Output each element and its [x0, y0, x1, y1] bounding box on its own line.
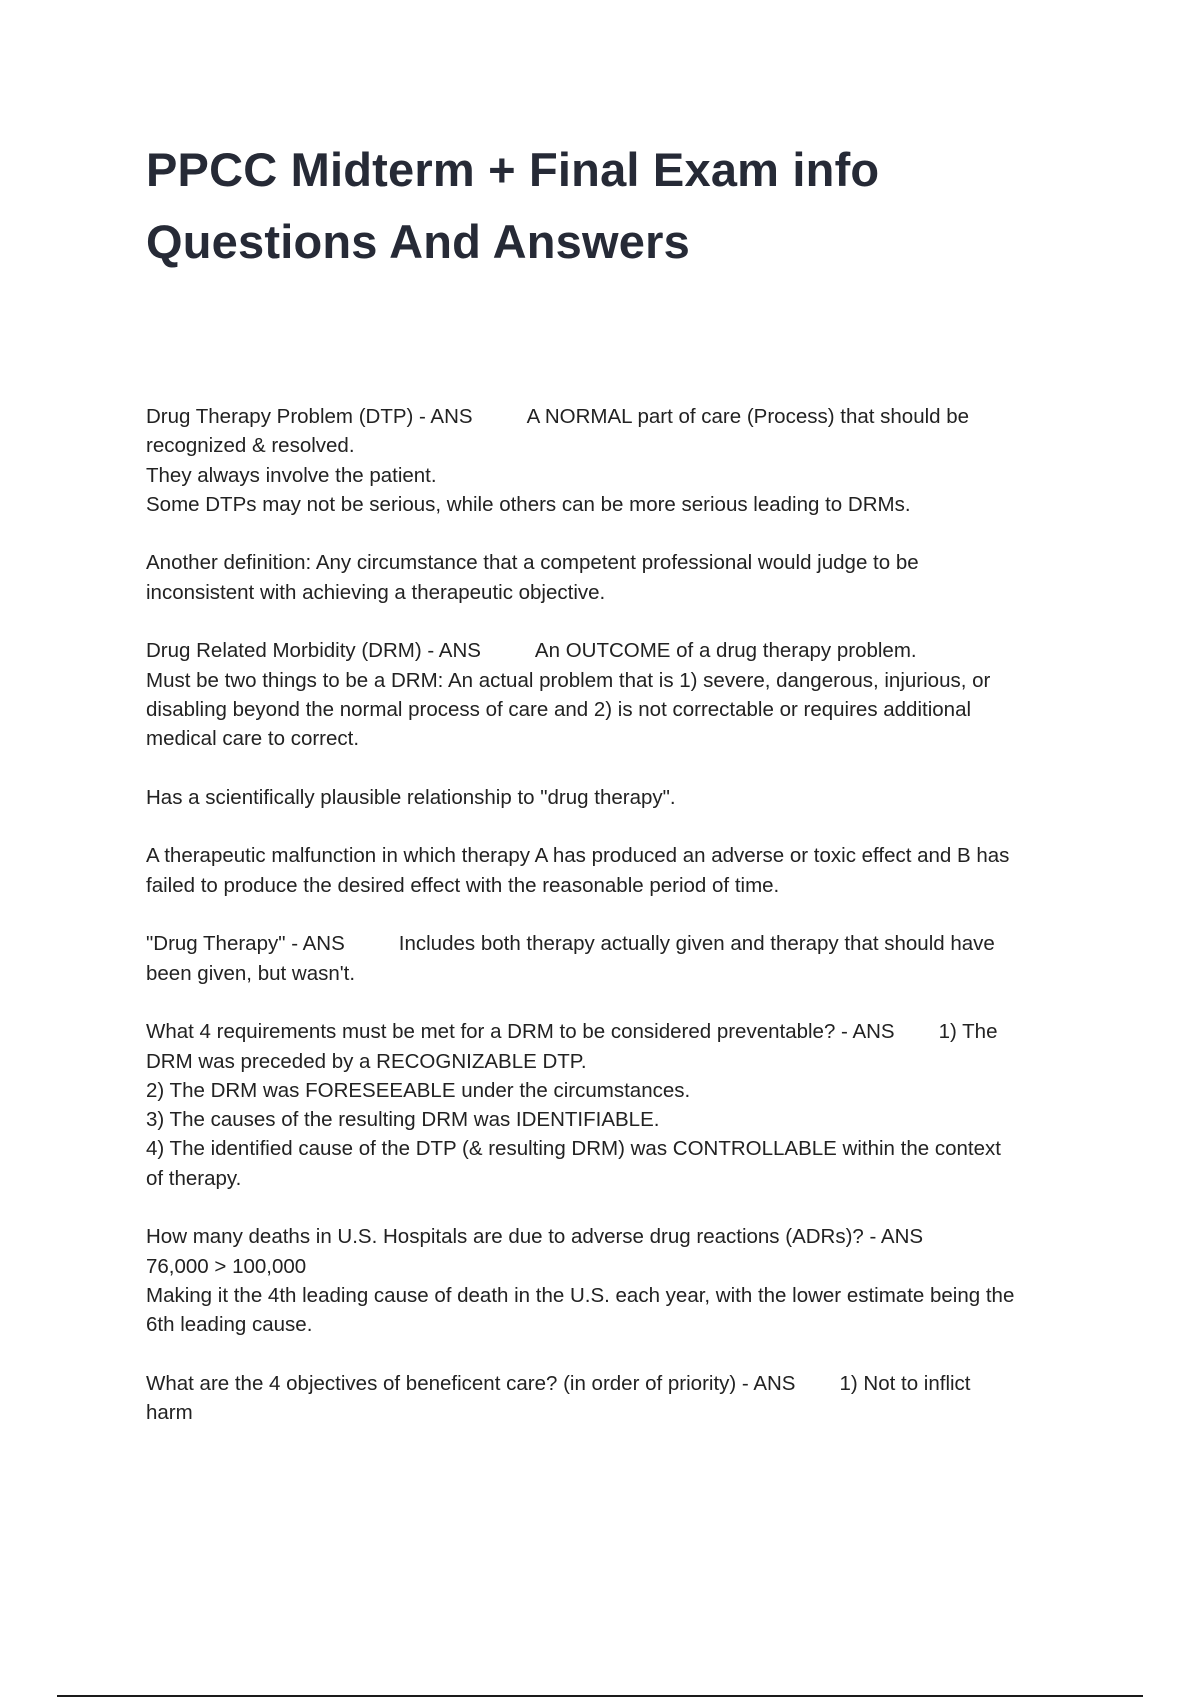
qa-answer: Includes both therapy actually given and therapy that should have — [398, 932, 995, 956]
qa-line: Must be two things to be a DRM: An actual problem that is 1) severe, dangerous, injurious, or — [146, 668, 991, 692]
qa-line: disabling beyond the normal process of care and 2) is not correctable or requires additional — [146, 697, 972, 721]
qa-line: inconsistent with achieving a therapeutic objective. — [146, 580, 606, 604]
qa-item-drm — [146, 636, 1096, 753]
qa-item-deaths — [146, 1222, 1096, 1339]
qa-answer: An OUTCOME of a drug therapy problem. — [534, 639, 917, 663]
qa-line — [146, 929, 1096, 958]
qa-line: 76,000 > 100,000 — [146, 1254, 307, 1278]
qa-line: Has a scientifically plausible relationship to "drug therapy". — [146, 785, 676, 809]
page-title-line-2: Questions And Answers — [146, 215, 690, 268]
qa-line: failed to produce the desired effect with the reasonable period of time. — [146, 873, 780, 897]
footer-divider — [57, 1695, 1143, 1697]
qa-line: of therapy. — [146, 1166, 242, 1190]
qa-line: been given, but wasn't. — [146, 961, 356, 985]
qa-line — [146, 1017, 1096, 1046]
qa-line: 6th leading cause. — [146, 1313, 313, 1337]
qa-line: medical care to correct. — [146, 727, 360, 751]
qa-content — [146, 402, 1096, 1457]
qa-item-beneficent — [146, 1369, 1096, 1428]
qa-answer: 1) The — [938, 1020, 998, 1044]
qa-item-drug-therapy — [146, 929, 1096, 988]
qa-line: DRM was preceded by a RECOGNIZABLE DTP. — [146, 1049, 587, 1073]
qa-line — [146, 636, 1096, 665]
page-title-line-1: PPCC Midterm + Final Exam info — [146, 143, 880, 196]
qa-line: harm — [146, 1401, 193, 1425]
qa-line: They always involve the patient. — [146, 463, 437, 487]
qa-question: What are the 4 objectives of beneficent care? (in order of priority) - ANS — [146, 1371, 796, 1395]
qa-item-preventable — [146, 1017, 1096, 1193]
page-title — [146, 134, 1046, 278]
qa-item-drm-note-2 — [146, 841, 1096, 900]
qa-line: Some DTPs may not be serious, while others can be more serious leading to DRMs. — [146, 492, 911, 516]
qa-answer: 1) Not to inflict — [839, 1371, 971, 1395]
qa-line: A therapeutic malfunction in which therapy A has produced an adverse or toxic effect and B has — [146, 844, 1010, 868]
qa-line: How many deaths in U.S. Hospitals are due to adverse drug reactions (ADRs)? - ANS — [146, 1225, 924, 1249]
qa-answer: A NORMAL part of care (Process) that should be — [526, 405, 970, 428]
qa-item-dtp-alt — [146, 548, 1096, 607]
qa-line — [146, 1369, 1096, 1398]
qa-line: 4) The identified cause of the DTP (& resulting DRM) was CONTROLLABLE within the context — [146, 1137, 1001, 1161]
qa-line: 2) The DRM was FORESEEABLE under the circumstances. — [146, 1078, 691, 1102]
qa-question: Drug Therapy Problem (DTP) - ANS — [146, 405, 473, 428]
qa-question: Drug Related Morbidity (DRM) - ANS — [146, 639, 481, 663]
qa-line: Making it the 4th leading cause of death in the U.S. each year, with the lower estimate being the — [146, 1283, 1015, 1307]
qa-question: What 4 requirements must be met for a DRM to be considered preventable? - ANS — [146, 1020, 895, 1044]
qa-question: "Drug Therapy" - ANS — [146, 932, 345, 956]
qa-line: 3) The causes of the resulting DRM was IDENTIFIABLE. — [146, 1108, 660, 1132]
qa-item-drm-note-1 — [146, 783, 1096, 812]
qa-line: recognized & resolved. — [146, 434, 355, 458]
qa-item-dtp — [146, 402, 1096, 519]
qa-line — [146, 402, 1096, 431]
qa-line: Another definition: Any circumstance that a competent professional would judge to be — [146, 551, 919, 575]
